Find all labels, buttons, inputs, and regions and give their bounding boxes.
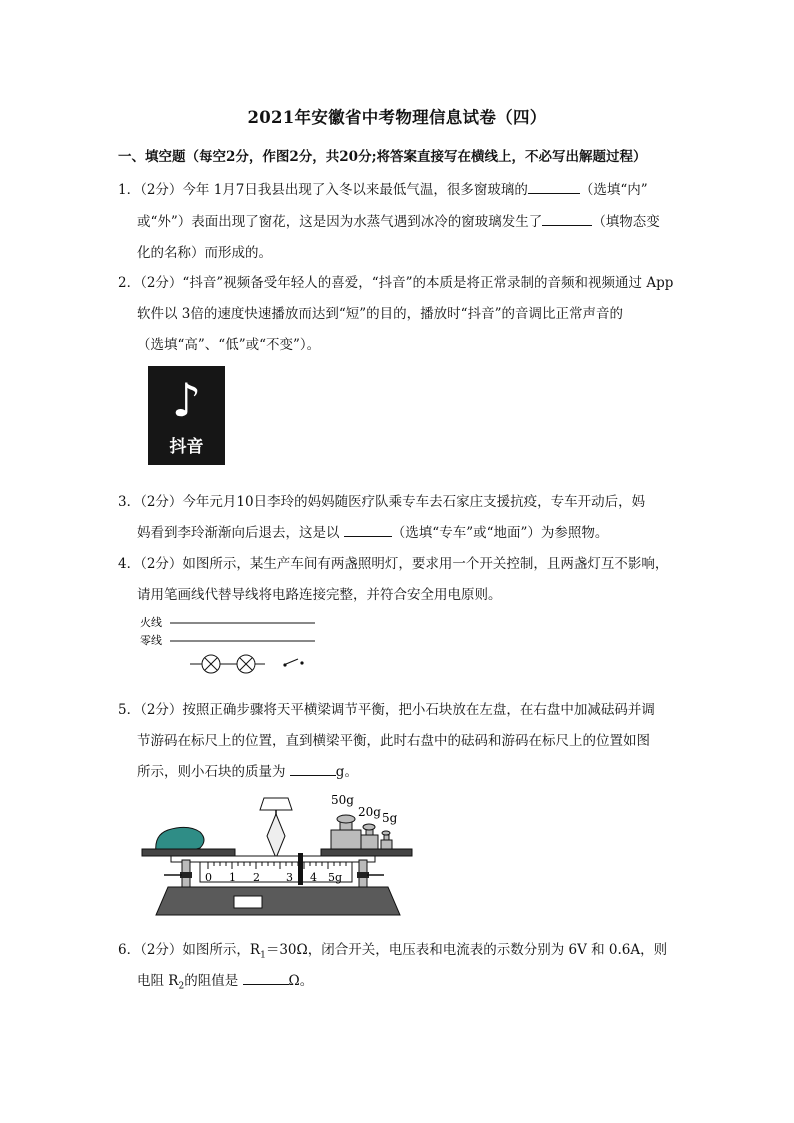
answer-blank[interactable] <box>290 762 336 776</box>
answer-blank[interactable] <box>344 523 392 537</box>
answer-blank[interactable] <box>528 180 580 194</box>
left-post <box>164 860 192 887</box>
weight-label-5g: 5g <box>382 811 398 825</box>
weight-5g <box>381 831 392 849</box>
section-heading: 一、填空题（每空2分，作图2分，共20分;将答案直接写在横线上，不必写出解题过程） <box>118 149 647 165</box>
zero-wire-label: 零线 <box>140 634 162 647</box>
q2-line1: 2．（2分）“抖音”视频备受年轻人的喜爱，“抖音”的本质是将正常录制的音频和视频通过 App <box>118 275 674 291</box>
q6-text: ＝30Ω，闭合开关，电压表和电流表的示数分别为 6V 和 0.6A，则 <box>265 942 668 958</box>
tick-label-4: 4 <box>310 871 317 884</box>
tick-label-5: 5g <box>328 871 343 884</box>
q1-text: （填物态变 <box>592 214 660 230</box>
answer-blank[interactable] <box>542 212 592 226</box>
q6-text: 6．（2分）如图所示，R <box>118 942 261 958</box>
pointer-scale <box>260 798 292 810</box>
weight-label-20g: 20g <box>358 805 381 819</box>
q3-line2 <box>137 521 608 541</box>
weight-label-50g: 50g <box>331 793 354 807</box>
r2-subscript: 2 <box>178 981 185 992</box>
rider <box>298 853 303 885</box>
right-post <box>357 860 384 887</box>
fire-wire-label: 火线 <box>140 616 162 629</box>
q3-text: （选填“专车”或“地面”）为参照物。 <box>391 525 609 541</box>
weight-20g <box>361 824 378 849</box>
pointer-frame <box>267 814 285 858</box>
q5-text: g。 <box>335 764 358 780</box>
q4-line1: 4．（2分）如图所示，某生产车间有两盏照明灯，要求用一个开关控制，且两盏灯互不影响， <box>118 556 669 572</box>
tiktok-logo <box>148 366 225 465</box>
q6-text: 的阻值是 <box>184 973 239 989</box>
answer-blank[interactable] <box>243 971 289 985</box>
q2-line2: 软件以 3倍的速度快速播放而达到“短”的目的，播放时“抖音”的音调比正常声音的 <box>137 306 623 322</box>
q1-line1 <box>118 178 648 198</box>
tick-label-0: 0 <box>205 871 212 884</box>
r1-subscript: 1 <box>260 950 266 961</box>
tick-label-2: 2 <box>253 871 260 884</box>
lamp-symbol-2 <box>237 655 265 673</box>
tick-label-1: 1 <box>229 871 236 884</box>
left-pan <box>142 849 235 856</box>
beam <box>171 856 375 862</box>
q5-line1: 5．（2分）按照正确步骤将天平横梁调节平衡，把小石块放在左盘，在右盘中加减砝码并调 <box>118 702 655 718</box>
q5-line3 <box>137 760 358 780</box>
q6-text: Ω。 <box>288 973 314 989</box>
q1-text: 或“外”）表面出现了窗花，这是因为水蒸气遇到冰冷的窗玻璃发生了 <box>137 214 543 230</box>
base-notch <box>234 896 262 908</box>
q1-line2 <box>137 210 660 230</box>
lamp-symbol-1 <box>190 655 237 673</box>
q5-text: 所示，则小石块的质量为 <box>137 764 286 780</box>
q3-line1: 3．（2分）今年元月10日李玲的妈妈随医疗队乘专车去石家庄支援抗疫，专车开动后，妈 <box>118 494 646 510</box>
q3-text: 妈看到李玲渐渐向后退去，这是以 <box>137 525 340 541</box>
tick-label-3: 3 <box>286 871 293 884</box>
right-pan <box>321 849 412 856</box>
q1-line3: 化的名称）而形成的。 <box>137 245 272 261</box>
tiktok-logo-text: 抖音 <box>169 437 204 457</box>
q6-text: 电阻 R <box>137 973 179 989</box>
circuit-figure <box>138 612 338 674</box>
balance-base <box>156 887 400 915</box>
q1-text: （选填“内” <box>579 182 648 198</box>
weight-50g <box>331 815 361 849</box>
q1-text: 1．（2分）今年 1月7日我县出现了入冬以来最低气温，很多窗玻璃的 <box>118 182 528 198</box>
q5-line2: 节游码在标尺上的位置，直到横梁平衡，此时右盘中的砝码和游码在标尺上的位置如图 <box>137 733 650 749</box>
music-note-icon: ♪ <box>171 373 202 427</box>
q6-line2 <box>137 969 313 992</box>
page-title: 2021年安徽省中考物理信息试卷（四） <box>247 108 547 127</box>
balance-figure <box>138 790 418 920</box>
q4-line2: 请用笔画线代替导线将电路连接完整，并符合安全用电原则。 <box>137 587 502 603</box>
switch-symbol <box>283 659 303 667</box>
q2-line3: （选填“高”、“低”或“不变”）。 <box>137 337 321 353</box>
q6-line1 <box>118 938 667 961</box>
